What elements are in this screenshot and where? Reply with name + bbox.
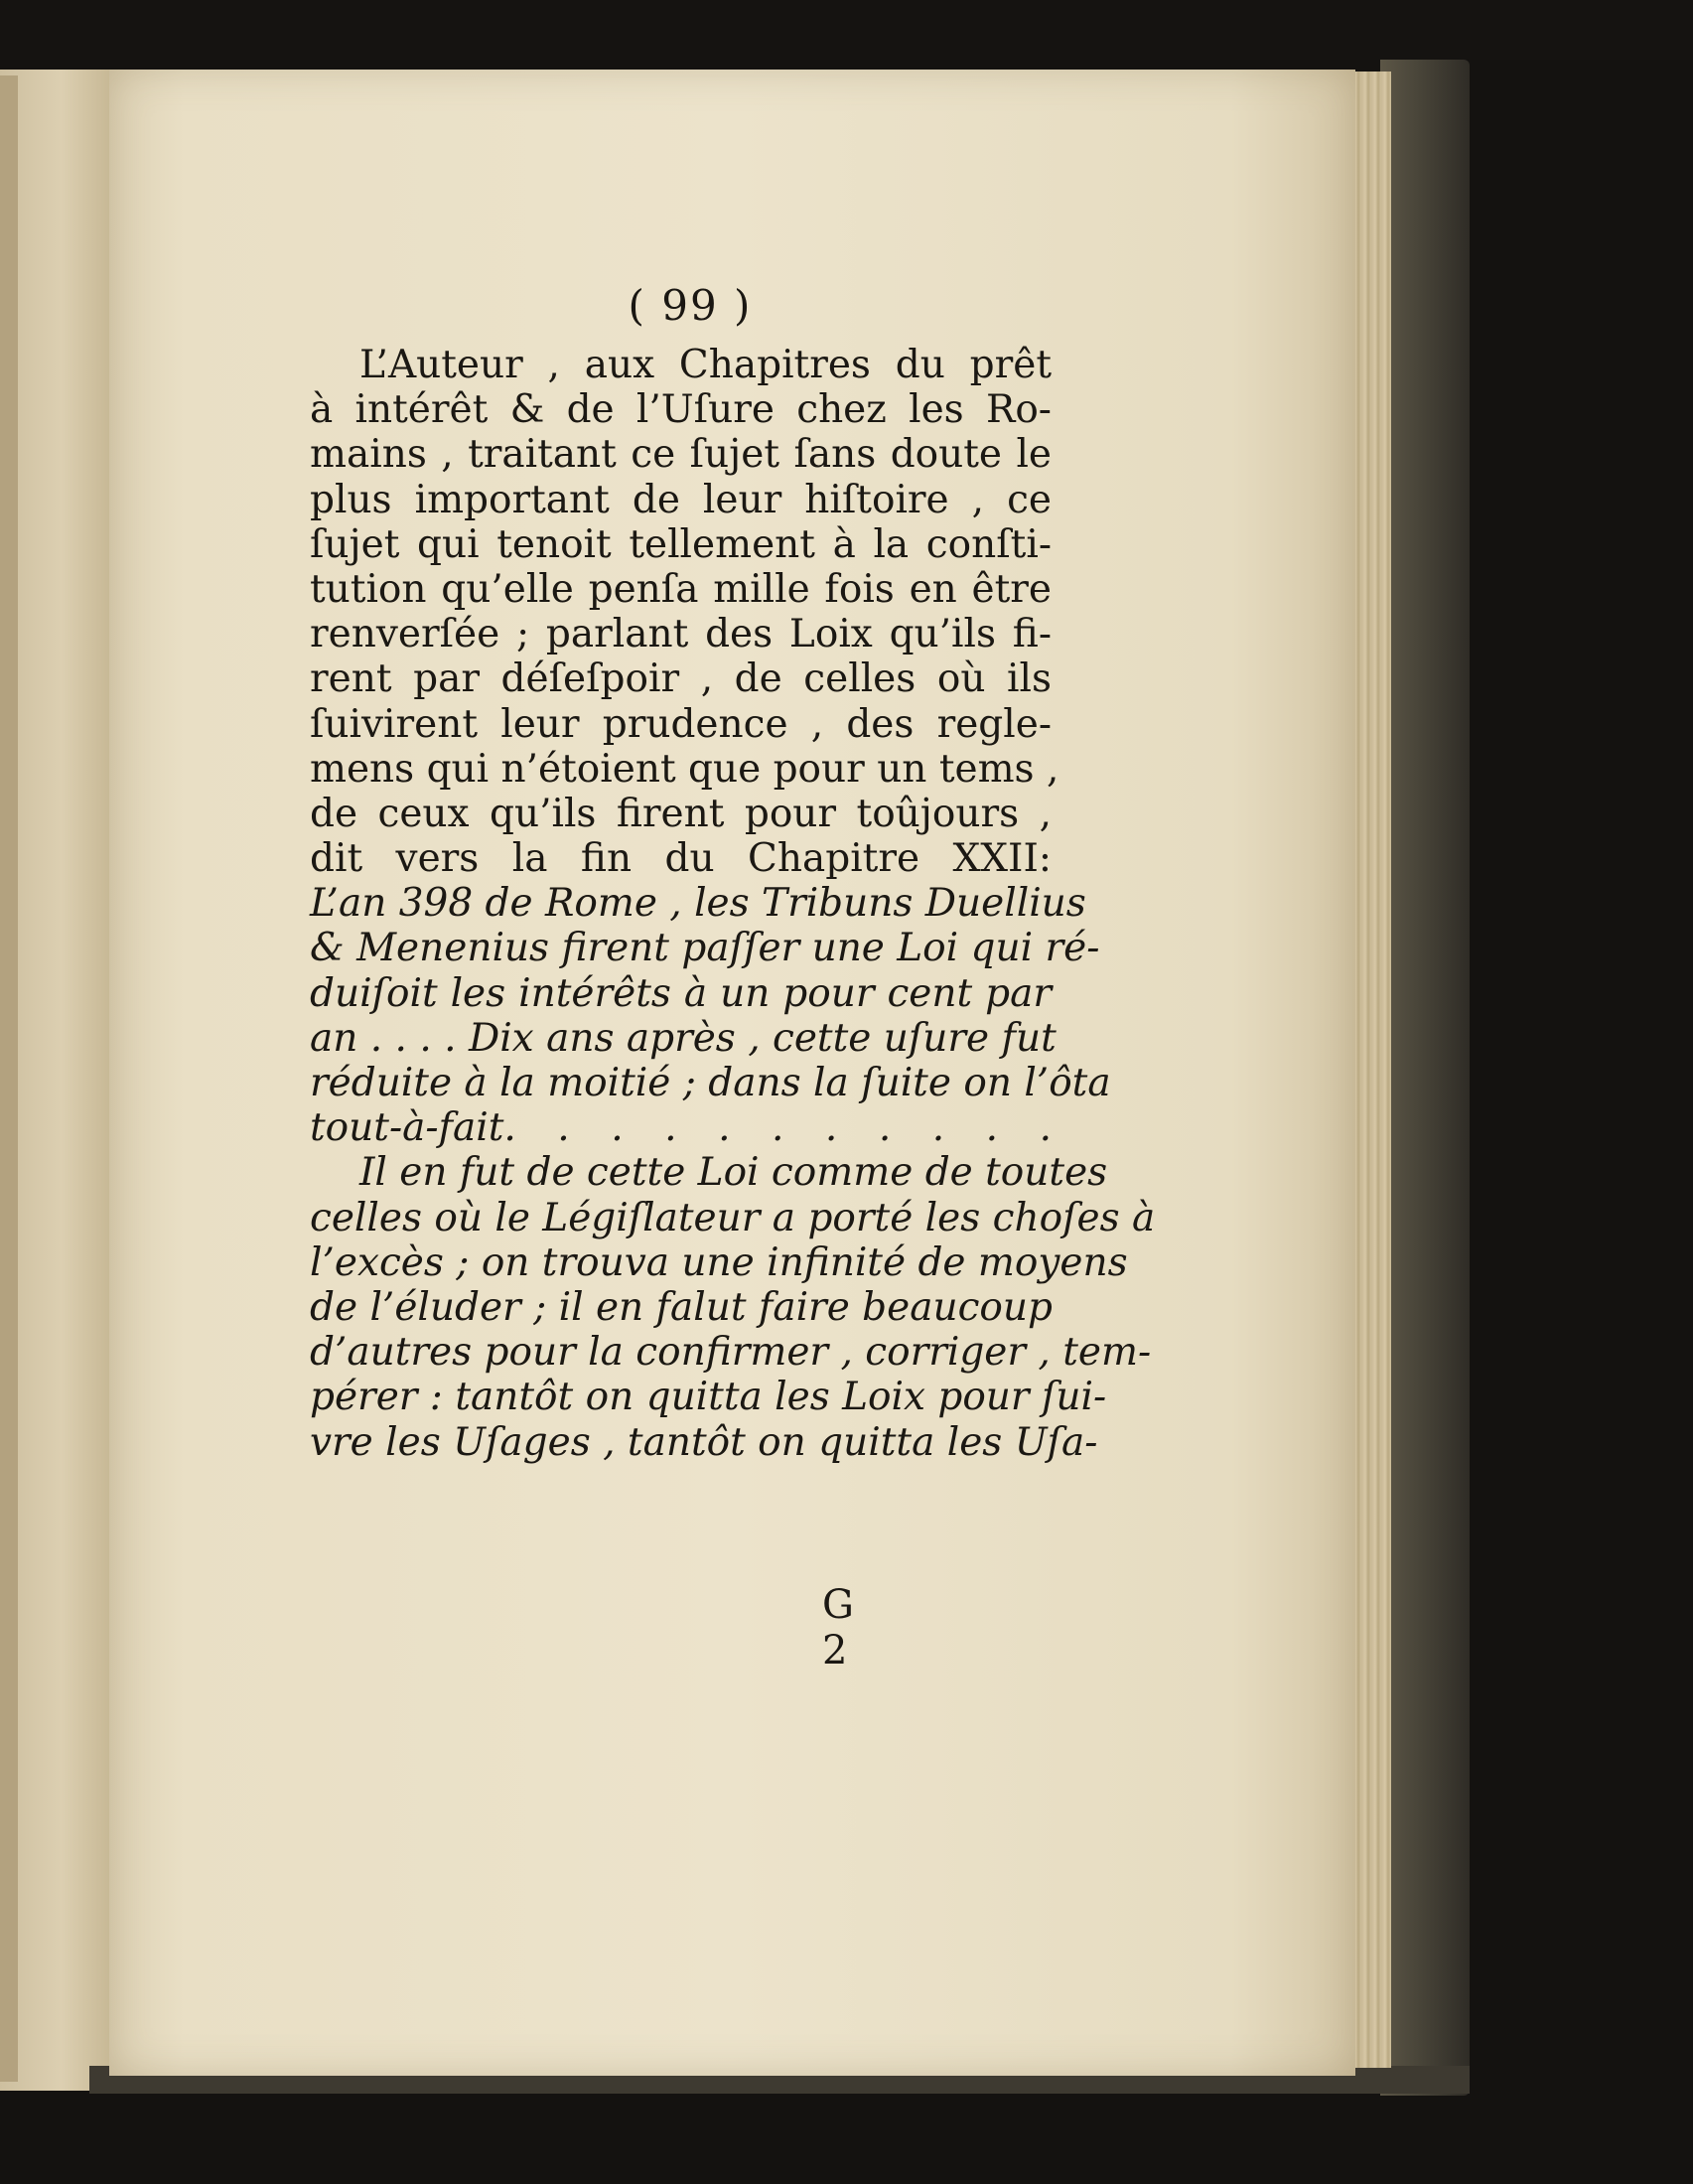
text-line: tution qu’elle penſa mille fois en être [310,566,1052,612]
text-line: mens qui n’étoient que pour un tems , [310,746,1059,792]
text-line: à intérêt & de l’Uſure chez les Ro- [310,387,1052,433]
signature-mark: G 2 [822,1582,858,1674]
text-line: ſuivirent leur prudence , des regle- [310,701,1052,747]
text-line: pérer : tantôt on quitta les Loix pour ſui- [310,1375,1107,1420]
text-line: renverſée ; parlant des Loix qu’ils fi- [310,612,1052,657]
book-cover-edge [1380,60,1470,2096]
text-line: de ceux qu’ils firent pour toûjours , [310,791,1052,836]
quote-line: tout-à-fait. . . . . . . . . . . [310,1105,1052,1151]
quote-line: & Menenius firent paſſer une Loi qui ré- [310,926,1100,971]
text-line: vre les Uſages , tantôt on quitta les Uſa- [310,1419,1098,1465]
text-line: l’excès ; on trouva une infinité de moyens [310,1239,1128,1285]
facing-page-margin [0,75,18,2082]
quote-line: duiſoit les intérêts à un pour cent par [310,970,1052,1016]
body-text [310,343,1156,1465]
text-line: Il en fut de cette Loi comme de toutes [359,1150,1108,1196]
text-line: rent par déſeſpoir , de celles où ils [310,656,1052,702]
text-line: L’Auteur , aux Chapitres du prêt [359,343,1052,387]
page-number: ( 99 ) [628,281,753,330]
text-line: celles où le Légiſlateur a porté les choſes à [310,1195,1156,1240]
text-line: plus important de leur hiſtoire , ce [310,477,1052,522]
text-line: mains , traitant ce ſujet ſans doute le [310,432,1052,478]
text-line: ſujet qui tenoit tellement à la conſti- [310,521,1052,567]
text-line: de l’éluder ; il en falut faire beaucoup [310,1284,1053,1330]
text-line: dit vers la fin du Chapitre XXII: [310,836,1052,882]
background [0,0,1693,60]
quote-line: an . . . . Dix ans après , cette uſure fut [310,1015,1057,1061]
quote-line: L’an 398 de Rome , les Tribuns Duellius [310,881,1086,927]
quote-line: réduite à la moitié ; dans la ſuite on l’ôta [310,1061,1111,1105]
text-line: d’autres pour la confirmer , corriger , tem- [310,1330,1152,1376]
